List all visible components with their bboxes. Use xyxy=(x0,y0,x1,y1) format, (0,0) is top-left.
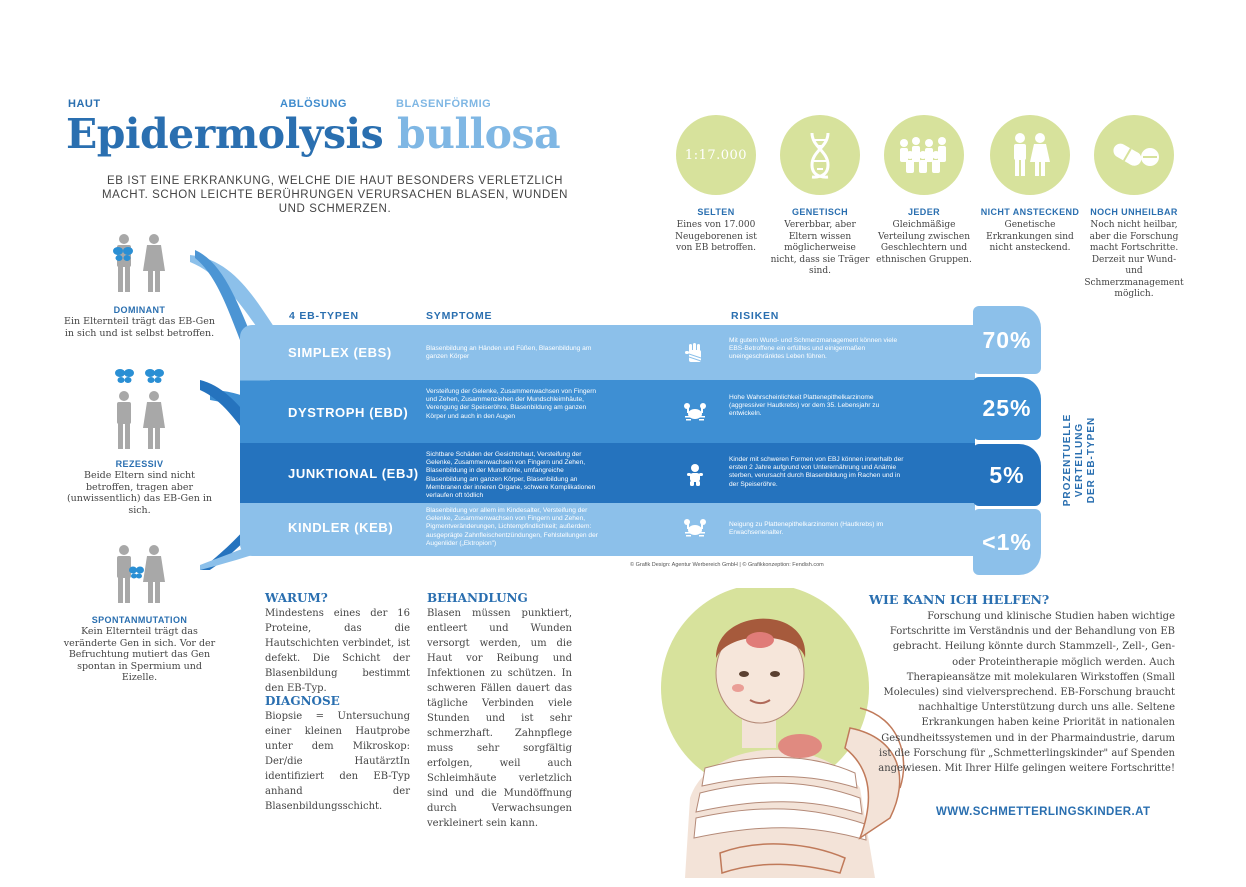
inherit-spontan: SPONTANMUTATION Kein Elternteil trägt das veränderte Gen in sich. Vor der Befruchtung mutiert das Gen spontan in Spermium und Eizelle. xyxy=(63,615,216,683)
title-part-2: bullosa xyxy=(397,110,561,158)
type-label: JUNKTIONAL (EBJ) xyxy=(288,466,419,481)
row-junktional xyxy=(255,443,975,503)
couple-icon xyxy=(1008,132,1052,178)
symptoms-text: Blasenbildung an Händen und Füßen, Blasenbildung am ganzen Körper xyxy=(426,345,592,361)
stat-head: GENETISCH xyxy=(791,207,849,217)
butterfly-icon xyxy=(145,369,164,383)
percent-junktional: 5% xyxy=(973,444,1041,506)
warum-text: Mindestens eines der 16 Proteine, das die Hautschichten verbindet, ist defekt. Die Schicht der Blasenbildung bestimmt den EB-Typ. xyxy=(265,608,410,694)
percent-simplex: 70% xyxy=(973,306,1041,374)
stat-selten xyxy=(666,115,766,255)
ratio-circle xyxy=(676,115,756,195)
warum-heading: WARUM? xyxy=(265,591,328,605)
help-heading: WIE KANN ICH HELFEN? xyxy=(869,592,1050,607)
symptoms-text: Blasenbildung vor allem im Kindesalter, Versteifung der Gelenke, Zusammenwachsen von Fingern und Zehen, Pigmentveränderungen, Lichtempfindlichkeit; außerdem: ausgeprägte Zahnfleischentzündungen, Fehlstellungen der Augenlider („Ektropion") xyxy=(426,507,598,547)
dominant-parents-figure xyxy=(108,233,172,295)
website-link[interactable]: WWW.SCHMETTERLINGSKINDER.AT xyxy=(936,806,1151,818)
symptoms-text: Versteifung der Gelenke, Zusammenwachsen von Fingern und Zehen, Zusammenziehen der Mundschleimhäute, Verengung der Speiseröhre, Blasenbildung am ganzen Körper und auch in den Augen xyxy=(426,388,597,420)
stat-body: Eines von 17.000 Neugeborenen ist von EB betroffen. xyxy=(675,220,757,253)
pill-icon xyxy=(1108,137,1160,173)
crab-icon xyxy=(683,516,707,540)
row-simplex xyxy=(255,325,975,380)
percent-dystroph: 25% xyxy=(973,377,1041,440)
risks-text: Hohe Wahrscheinlichkeit Plattenepithelkarzinome (aggressiver Hautkrebs) vor dem 35. Lebensjahr zu entwickeln. xyxy=(729,394,880,418)
inherit-rezessiv: REZESSIV Beide Eltern sind nicht betroffen, tragen aber (unwissentlich) das EB-Gen in sich. xyxy=(66,459,213,516)
label-blasenfoermig: BLASENFÖRMIG xyxy=(396,98,492,110)
table-left-cap xyxy=(240,325,270,556)
vertical-label: PROZENTUELLE VERTEILUNG DER EB-TYPEN xyxy=(1062,413,1097,507)
row-dystroph xyxy=(255,380,975,443)
label-abloesung: ABLÖSUNG xyxy=(280,98,347,110)
intro-text: EB IST EINE ERKRANKUNG, WELCHE DIE HAUT BESONDERS VERLETZLICH MACHT. SCHON LEICHTE BERÜHRUNGEN VERURSACHEN BLASEN, WUNDEN UND SCHMERZEN. xyxy=(101,175,569,215)
stat-genetisch xyxy=(770,115,870,278)
stat-head: NICHT ANSTECKEND xyxy=(980,207,1080,217)
dna-icon xyxy=(800,131,840,179)
butterfly-icon xyxy=(115,369,134,383)
ratio-text: 1:17.000 xyxy=(684,147,748,163)
risks-text: Kinder mit schweren Formen von EBJ können innerhalb der ersten 2 Jahre aufgrund von Unterernährung und Anämie sterben, verursacht durch Blasenbildung im Rachen und in der Speiseröhre. xyxy=(729,456,904,488)
col-symptoms: SYMPTOME xyxy=(426,310,493,322)
stat-body: Gleichmäßige Verteilung zwischen Geschlechtern und ethnischen Gruppen. xyxy=(876,220,972,265)
credit-line: © Grafik Design: Agentur Werbereich GmbH | © Grafikkonzeption: Fendish.com xyxy=(630,562,824,568)
inherit-dominant: DOMINANT Ein Elternteil trägt das EB-Gen in sich und ist selbst betroffen. xyxy=(64,305,215,339)
risks-text: Neigung zu Plattenepithelkarzinomen (Hautkrebs) im Erwachsenenalter. xyxy=(729,521,884,537)
baby-icon xyxy=(683,463,707,487)
row-kindler xyxy=(255,503,975,556)
stat-head: JEDER xyxy=(907,207,940,217)
help-text: Forschung und klinische Studien haben wichtige Fortschritte im Verständnis und der Behandlung von EB gebracht. Heilung könnte durch Stammzell-, Zell-, Gen- oder Proteintherapie möglich werden. Auch Therapieansätze mit molekularen Wirkstoffen (Small Molecules) sind vielversprechend. EB-Forschung braucht nachhaltige Unterstützung durch uns alle. Seltene Erkrankungen haben keine Priorität in nationalen Gesundheitssystemen und in der Pharmaindustrie, darum ist die Forschung für „Schmetterlingskinder" auf Spenden angewiesen. Mit Ihrer Hilfe gelingen weitere Fortschritte! xyxy=(878,611,1175,775)
page-title xyxy=(66,110,560,158)
type-label: SIMPLEX (EBS) xyxy=(288,345,392,360)
type-label: DYSTROPH (EBD) xyxy=(288,405,409,420)
stat-jeder xyxy=(874,115,974,266)
diagnose-heading: DIAGNOSE xyxy=(265,694,340,708)
stat-body: Genetische Erkrankungen sind nicht ansteckend. xyxy=(986,220,1074,253)
stat-head: NOCH UNHEILBAR xyxy=(1090,207,1178,217)
spontan-parents-figure xyxy=(108,544,172,606)
crab-icon xyxy=(683,400,707,424)
risks-text: Mit gutem Wund- und Schmerzmanagement können viele EBS-Betroffene ein erfülltes und einigermaßen uneingeschränktes Leben führen. xyxy=(729,337,898,361)
bandaged-hand-icon xyxy=(683,342,707,366)
butterfly-icon xyxy=(129,567,144,579)
rezessiv-parents-figure xyxy=(108,368,172,452)
col-risks: RISIKEN xyxy=(731,310,780,322)
stat-head: SELTEN xyxy=(697,207,735,217)
type-label: KINDLER (KEB) xyxy=(288,520,394,535)
diagnose-text: Biopsie = Untersuchung einer kleinen Hautprobe unter dem Mikroskop: Der/die HautärztIn identifiziert den EB-Typ anhand der Blasenbildungsschicht. xyxy=(265,711,410,812)
percent-kindler: <1% xyxy=(973,509,1041,575)
symptoms-text: Sichtbare Schäden der Gesichtshaut, Versteifung der Gelenke, Zusammenwachsen von Fingern und Zehen, Blasenbildung in der Mundhöhle, umfangreiche Blasenbildung am ganzen Körper, Blasenbildung an Membranen der inneren Organe, schwere Komplikationen verlaufen oft tödlich xyxy=(426,451,596,500)
label-haut: HAUT xyxy=(68,98,101,110)
col-types: 4 EB-TYPEN xyxy=(289,310,359,322)
stat-body: Noch nicht heilbar, aber die Forschung macht Fortschritte. Derzeit nur Wund- und Schmerzmanagement möglich. xyxy=(1084,220,1184,299)
behandlung-heading: BEHANDLUNG xyxy=(427,591,528,605)
title-part-1: Epidermolysis xyxy=(66,110,384,158)
stat-body: Vererbbar, aber Eltern wissen möglicherweise nicht, dass sie Träger sind. xyxy=(770,220,870,276)
stat-unheilbar xyxy=(1084,115,1184,301)
behandlung-text: Blasen müssen punktiert, entleert und Wunden versorgt werden, um die Haut vor Reibung und Infektionen zu schützen. In schweren Fällen dauert das tägliche Verbinden viele Stunden und ist sehr schmerzhaft. Zahnpflege muss sehr sorgfältig erfolgen, weil auch Schleimhäute verletzlich sind und die Mundöffnung durch Verwachsungen verkleinert sein kann. xyxy=(427,608,572,829)
crowd-icon xyxy=(896,135,952,175)
stat-nicht-ansteckend xyxy=(980,115,1080,255)
